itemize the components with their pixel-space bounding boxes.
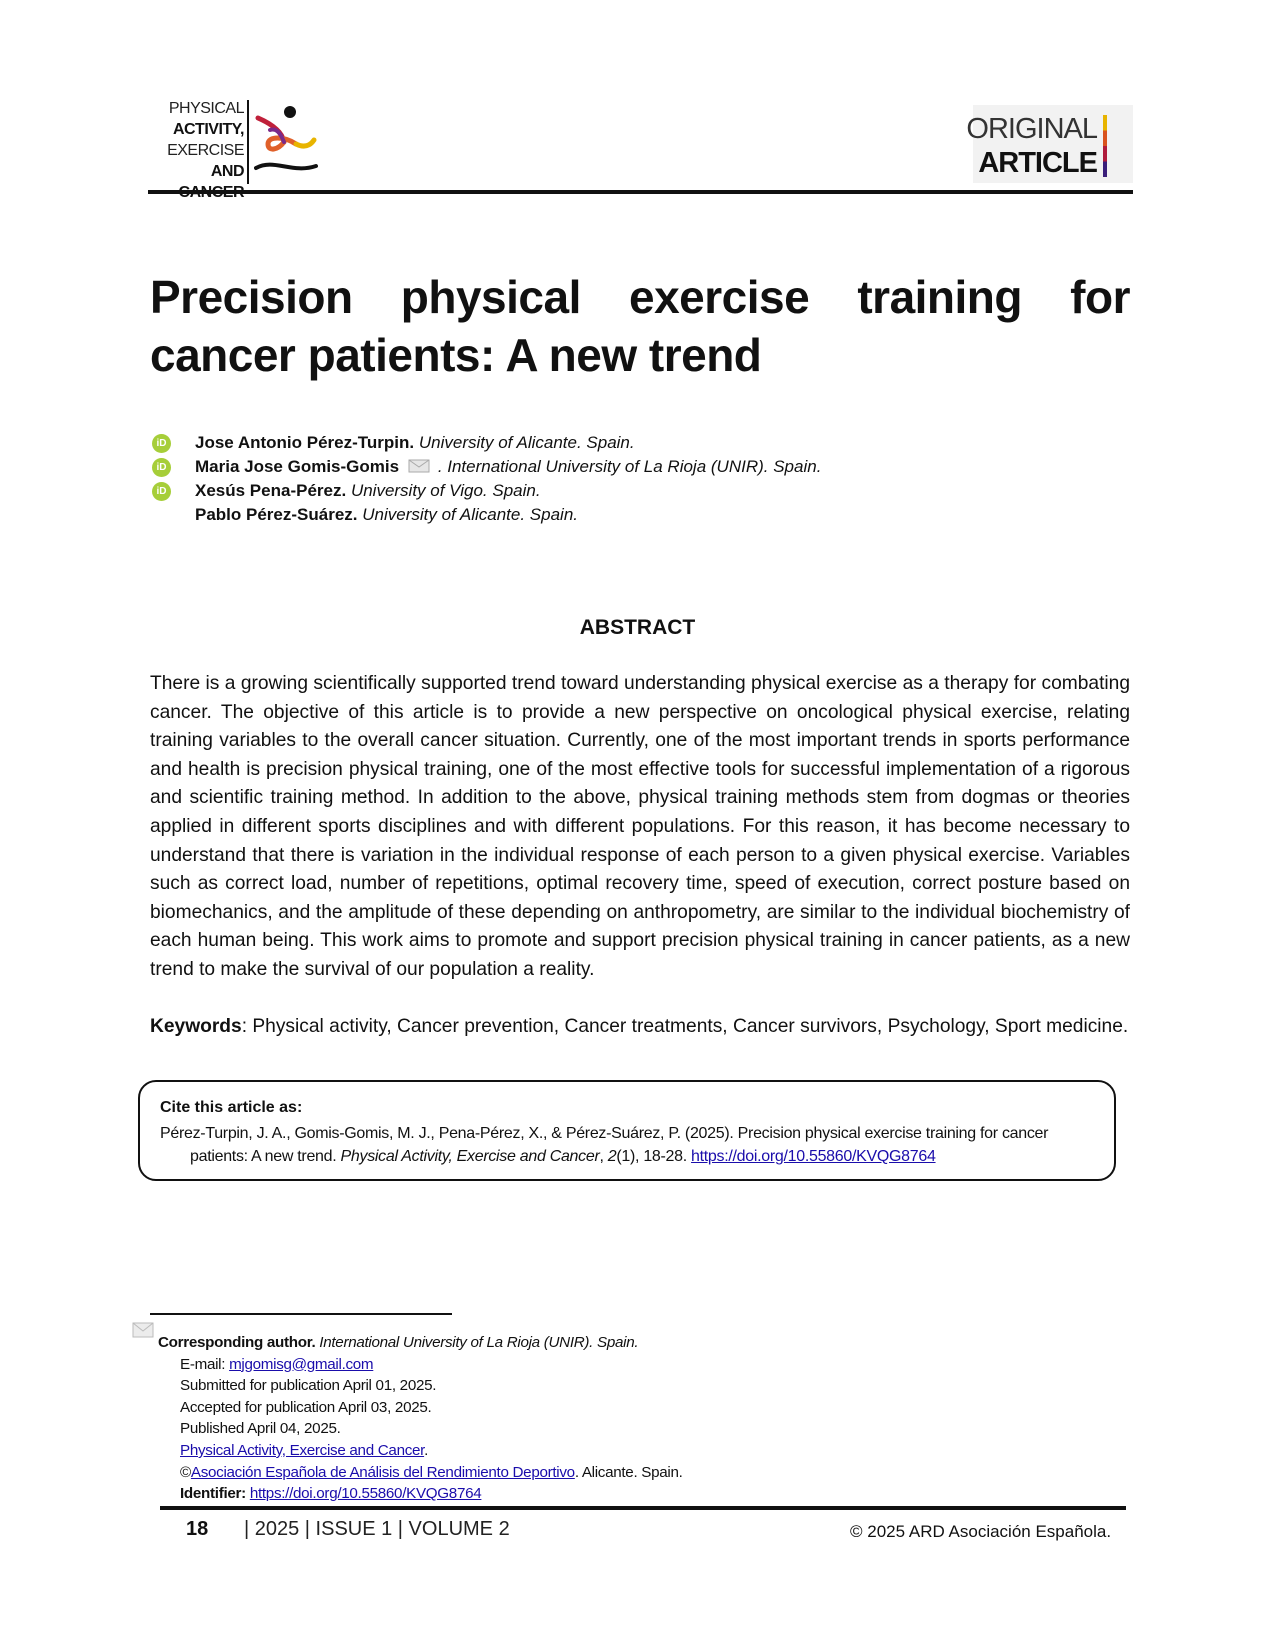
header-rule [148, 190, 1133, 194]
author-name: Maria Jose Gomis-Gomis [195, 457, 400, 476]
publisher-link[interactable]: Asociación Española de Análisis del Rendimiento Deportivo [190, 1463, 575, 1481]
citation-volume: 2 [607, 1148, 617, 1165]
corresponding-author [158, 1332, 1058, 1354]
keywords-list: : Physical activity, Cancer prevention, Cancer treatments, Cancer survivors, Psychology, Sport medicine. [241, 1016, 1129, 1037]
logo-divider [247, 100, 249, 184]
envelope-icon [408, 459, 430, 473]
logo-line-4: AND [210, 163, 244, 180]
keywords-label: Keywords [150, 1016, 242, 1037]
citation-text [160, 1122, 1100, 1168]
footnote-rule [150, 1313, 452, 1315]
journal-line [158, 1440, 1058, 1462]
author-row [150, 431, 1130, 455]
accepted-date: Accepted for publication April 03, 2025. [180, 1398, 432, 1416]
abstract-heading: ABSTRACT [579, 616, 696, 639]
citation-doi-link[interactable]: https://doi.org/10.55860/KVQG8764 [691, 1148, 936, 1165]
footer-copyright: © 2025 ARD Asociación Española. [850, 1522, 1112, 1541]
logo-text [152, 98, 244, 203]
identifier-link[interactable]: https://doi.org/10.55860/KVQG8764 [249, 1485, 482, 1503]
author-name: Xesús Pena-Pérez. [195, 481, 347, 500]
orcid-icon[interactable]: iD [152, 458, 171, 477]
corresponding-affiliation: International University of La Rioja (UNIR). Spain. [315, 1334, 639, 1351]
email-label: E-mail: [180, 1355, 230, 1373]
footer-rule [160, 1506, 1126, 1510]
published-date: Published April 04, 2025. [180, 1420, 341, 1438]
footnote [158, 1332, 1058, 1505]
citation-box [138, 1080, 1116, 1181]
badge-line-original: ORIGINAL [966, 113, 1097, 145]
author-list [150, 431, 1130, 527]
abstract-text: There is a growing scientifically supported trend toward understanding physical exercise as a therapy for combating cancer. The objective of this article is to provide a new perspective on oncological physical exercise, relating training variables to the overall cancer situation. Currently, one of the most important trends in sports performance and health is precision physical training, one of the most effective tools for successful implementation of a rigorous and scientific training method. In addition to the above, physical training methods stem from dogmas or theories applied in different sports disciplines and with different populations. For this reason, it has become necessary to understand that there is variation in the individual response of each person to a given physical exercise. Variables such as correct load, number of repetitions, optimal recovery time, speed of execution, correct posture based on biomechanics, and the amplitude of these depending on anthropometry, are similar to the individual biochemistry of each human being. This work aims to promote and support precision physical training in cancer patients, as a new trend to make the survival of our population a reality. [150, 673, 1130, 980]
article-title: Precision physical exercise training for cancer patients: A new trend [150, 271, 1130, 381]
article-type-badge [966, 105, 1133, 183]
badge-color-stripe [1103, 115, 1107, 177]
citation-heading: Cite this article as: [160, 1099, 303, 1116]
keywords [150, 1013, 1130, 1042]
citation-authors-title: Pérez-Turpin, J. A., Gomis-Gomis, M. J., Pena-Pérez, X., & Pérez-Suárez, P. (2025). Precision physical exercise training for cancer patients: A new trend. [160, 1125, 1049, 1165]
email-line [158, 1354, 1058, 1376]
identifier-label: Identifier: [180, 1485, 246, 1503]
runner-logo-icon [254, 102, 318, 186]
author-row [150, 479, 1130, 503]
logo-line-2: ACTIVITY, [172, 121, 244, 138]
identifier-line [158, 1483, 1058, 1505]
publisher-line [158, 1462, 1058, 1484]
copyright-symbol: © [180, 1463, 191, 1481]
orcid-icon[interactable]: iD [152, 482, 171, 501]
envelope-icon [132, 1322, 154, 1338]
author-affiliation: University of Alicante. Spain. [418, 433, 635, 452]
citation-issue-pages: (1), 18-28. [616, 1148, 692, 1165]
author-row [150, 455, 1130, 479]
citation-journal: Physical Activity, Exercise and Cancer [340, 1148, 600, 1165]
journal-after: . [424, 1441, 429, 1459]
issue-info: | 2025 | ISSUE 1 | VOLUME 2 [244, 1518, 510, 1540]
logo-line-1: PHYSICAL [168, 100, 244, 117]
journal-link[interactable]: Physical Activity, Exercise and Cancer [180, 1441, 425, 1459]
corresponding-label: Corresponding author. [158, 1334, 316, 1351]
publisher-after: . Alicante. Spain. [574, 1463, 683, 1481]
journal-logo [152, 96, 322, 186]
orcid-icon[interactable]: iD [152, 434, 171, 453]
citation-sep: , [599, 1148, 608, 1165]
page-number: 18 [186, 1518, 209, 1540]
author-affiliation: University of Alicante. Spain. [362, 505, 578, 524]
email-link[interactable]: mjgomisg@gmail.com [229, 1355, 374, 1373]
author-name: Pablo Pérez-Suárez. [195, 505, 358, 524]
author-affiliation: University of Vigo. Spain. [350, 481, 541, 500]
author-row [150, 503, 1130, 527]
logo-line-3: EXERCISE [167, 142, 244, 159]
submitted-date: Submitted for publication April 01, 2025. [180, 1377, 437, 1395]
badge-line-article: ARTICLE [978, 147, 1097, 179]
author-name: Jose Antonio Pérez-Turpin. [195, 433, 415, 452]
author-affiliation: . International University of La Rioja (UNIR). Spain. [437, 457, 822, 476]
